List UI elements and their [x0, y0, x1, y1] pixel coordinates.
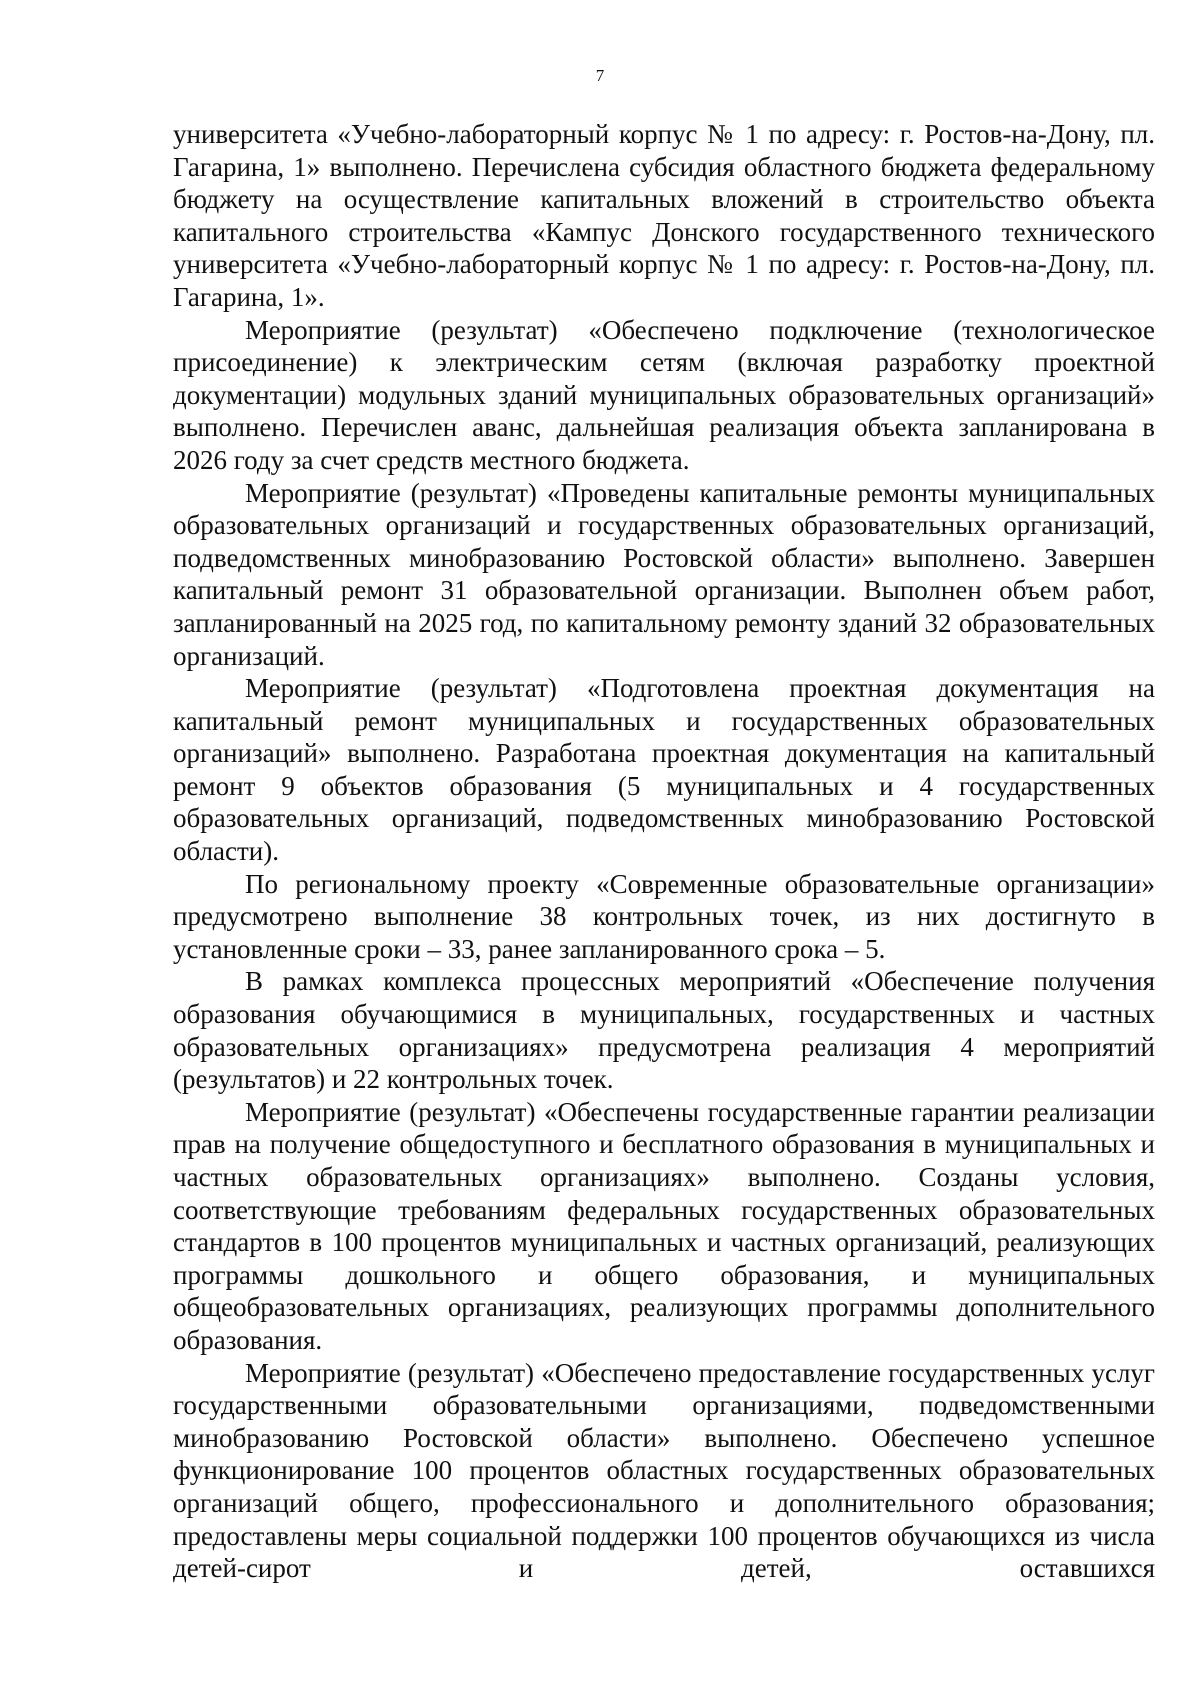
paragraph-continuation: университета «Учебно-лабораторный корпус № 1 по адресу: г. Ростов-на-Дону, пл. Гагарина, 1» выполнено. Перечислена субсидия областного бюджета федеральному бюджету на осуществление капитальных вложений в строительство объекта капитального строительства «Кампус Донского государственного технического университета «Учебно-лабораторный корпус № 1 по адресу: г. Ростов-на-Дону, пл. Гагарина, 1».: [173, 119, 1155, 312]
paragraph-process-measures: В рамках комплекса процессных мероприятий «Обеспечение получения образования обучающимися в муниципальных, государственных и частных образовательных организациях» предусмотрена реализация 4 мероприятий (результатов) и 22 контрольных точек.: [173, 966, 1155, 1095]
page-number: 7: [595, 66, 605, 85]
paragraph-design-documentation: Мероприятие (результат) «Подготовлена проектная документация на капитальный ремонт муниципальных и государственных образовательных организаций» выполнено. Разработана проектная документация на капитальный ремонт 9 объектов образования (5 муниципальных и 4 государственных образовательных организаций, подведомственных минобразованию Ростовской области).: [173, 673, 1155, 867]
paragraph-capital-repairs: Мероприятие (результат) «Проведены капитальные ремонты муниципальных образовательных организаций и государственных образовательных организаций, подведомственных минобразованию Ростовской области» выполнено. Завершен капитальный ремонт 31 образовательной организации. Выполнен объем работ, запланированный на 2025 год, по капитальному ремонту зданий 32 образовательных организаций.: [173, 477, 1155, 671]
document-body: [173, 118, 1155, 1585]
paragraph-regional-project: По региональному проекту «Современные образовательные организации» предусмотрено выполнение 38 контрольных точек, из них достигнуто в установленные сроки – 33, ранее запланированного срока – 5.: [173, 868, 1155, 964]
paragraph-state-guarantees: Мероприятие (результат) «Обеспечены государственные гарантии реализации прав на получение общедоступного и бесплатного образования в муниципальных и частных образовательных организациях» выполнено. Созданы условия, соответствующие требованиям федеральных государственных образовательных стандартов в 100 процентов муниципальных и частных организаций, реализующих программы дошкольного и общего образования, и муниципальных общеобразовательных организациях, реализующих программы дополнительного образования.: [173, 1096, 1155, 1355]
paragraph-grid-connection: Мероприятие (результат) «Обеспечено подключение (технологическое присоединение) к электрическим сетям (включая разработку проектной документации) модульных зданий муниципальных образовательных организаций» выполнено. Перечислен аванс, дальнейшая реализация объекта запланирована в 2026 году за счет средств местного бюджета.: [173, 314, 1155, 475]
paragraph-state-services: Мероприятие (результат) «Обеспечено предоставление государственных услуг государственными образовательными организациями, подведомственными минобразованию Ростовской области» выполнено. Обеспечено успешное функционирование 100 процентов областных государственных образовательных организаций общего, профессионального и дополнительного образования; предоставлены меры социальной поддержки 100 процентов обучающихся из числа детей-сирот и детей, оставшихся: [173, 1357, 1155, 1584]
